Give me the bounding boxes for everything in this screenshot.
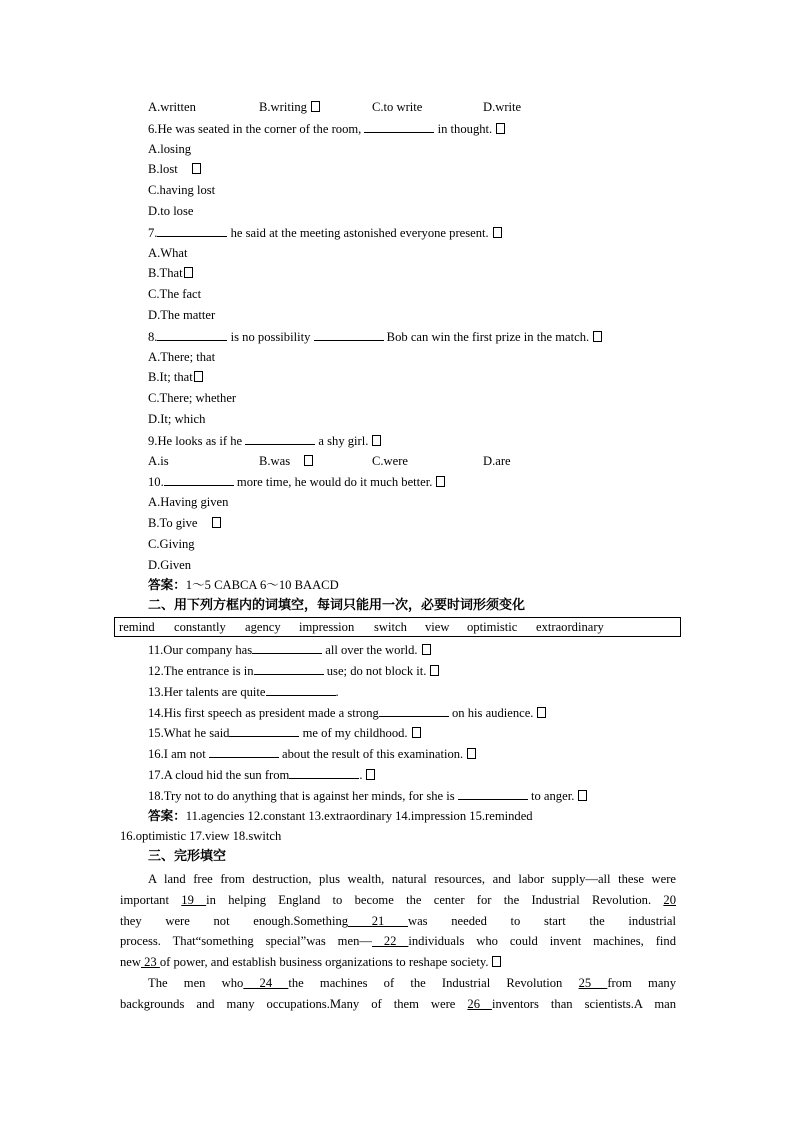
answer-key-2-cont: 16.optimistic 17.view 18.switch xyxy=(120,829,282,843)
answer-blank xyxy=(209,745,279,758)
blank-number: 22 xyxy=(371,934,409,949)
question-18: 18.Try not to do anything that is against her minds, for she is to anger. xyxy=(148,787,587,804)
checkbox-icon xyxy=(578,790,587,801)
answer-blank xyxy=(157,224,227,237)
q6-option-d: D.to lose xyxy=(148,204,194,218)
word-bank-item: switch xyxy=(374,620,407,634)
q7-option-c: C.The fact xyxy=(148,287,202,301)
passage-line: The men who 24 the machines of the Industrial Revolution 25 from many xyxy=(148,975,677,990)
q10-option-a: A.Having given xyxy=(148,495,229,509)
word-bank-item: extraordinary xyxy=(536,620,604,634)
question-13: 13.Her talents are quite . xyxy=(148,685,339,699)
word-bank-item: impression xyxy=(299,620,355,634)
checkbox-icon xyxy=(311,101,320,112)
checkbox-icon xyxy=(467,748,476,759)
passage-line: A land free from destruction, plus wealth, natural resources, and labor supply—all these were xyxy=(148,872,676,886)
answer-blank xyxy=(164,473,234,486)
checkbox-icon xyxy=(493,227,502,238)
answer-blank xyxy=(252,641,322,654)
blank-number: 26 xyxy=(467,996,493,1011)
word-bank-item: remind xyxy=(119,620,155,634)
section-2-title: 二、用下列方框内的词填空，每词只能用一次，必要时词形须变化 xyxy=(148,598,526,613)
question-6: 6.He was seated in the corner of the room, in thought. xyxy=(148,120,505,137)
question-15: 15.What he said me of my childhood. xyxy=(148,724,421,741)
answer-blank xyxy=(229,724,299,737)
question-9: 9.He looks as if he a shy girl. xyxy=(148,432,381,449)
q10-option-b: B.To give xyxy=(148,515,221,531)
passage-line: important 19 in helping England to become the center for the Industrial Revolution. 20 xyxy=(120,892,676,907)
answer-blank xyxy=(379,704,449,717)
q7-option-a: A.What xyxy=(148,246,188,260)
word-bank-item: optimistic xyxy=(467,620,518,634)
question-17: 17.A cloud hid the sun from . xyxy=(148,766,375,783)
q5-option-d: D.write xyxy=(483,100,522,114)
blank-number: 20 xyxy=(663,892,676,907)
q6-option-c: C.having lost xyxy=(148,183,216,197)
checkbox-icon xyxy=(212,517,221,528)
checkbox-icon xyxy=(422,644,431,655)
section-3-title: 三、完形填空 xyxy=(148,849,227,864)
checkbox-icon xyxy=(492,956,501,967)
blank-number: 24 xyxy=(243,975,289,990)
blank-number: 21 xyxy=(348,913,408,928)
answer-blank xyxy=(266,683,336,696)
passage-line: new 23 of power, and establish business organizations to reshape society. xyxy=(120,952,676,973)
q10-option-c: C.Giving xyxy=(148,537,195,551)
blank-number: 19 xyxy=(181,892,207,907)
q8-option-c: C.There; whether xyxy=(148,391,237,405)
answer-blank xyxy=(289,766,359,779)
checkbox-icon xyxy=(194,371,203,382)
word-bank-box xyxy=(114,617,681,637)
answer-blank xyxy=(157,328,227,341)
question-10: 10. more time, he would do it much better. xyxy=(148,473,445,490)
q10-option-d: D.Given xyxy=(148,558,192,572)
checkbox-icon xyxy=(184,267,193,278)
answer-key-1: 答案：1～5 CABCA 6～10 BAACD xyxy=(148,578,339,592)
answer-blank xyxy=(364,120,434,133)
checkbox-icon xyxy=(430,665,439,676)
q6-option-b: B.lost xyxy=(148,161,201,177)
checkbox-icon xyxy=(372,435,381,446)
question-8: 8. is no possibility Bob can win the first prize in the match. xyxy=(148,328,602,345)
word-bank-item: constantly xyxy=(174,620,226,634)
question-12: 12.The entrance is in use; do not block it. xyxy=(148,662,439,679)
q5-option-c: C.to write xyxy=(372,100,423,114)
q5-option-b: B.writing xyxy=(259,99,320,115)
q7-option-d: D.The matter xyxy=(148,308,216,322)
passage-line: backgrounds and many occupations.Many of them were 26 inventors than scientists.A man xyxy=(120,996,676,1011)
q9-option-a: A.is xyxy=(148,454,169,468)
checkbox-icon xyxy=(537,707,546,718)
checkbox-icon xyxy=(304,455,313,466)
answer-blank xyxy=(254,662,324,675)
q9-option-d: D.are xyxy=(483,454,511,468)
answer-blank xyxy=(314,328,384,341)
word-bank-item: view xyxy=(425,620,450,634)
answer-key-2: 答案：11.agencies 12.constant 13.extraordinary 14.impression 15.reminded xyxy=(148,809,533,823)
question-7: 7. he said at the meeting astonished everyone present. xyxy=(148,224,502,241)
q9-option-c: C.were xyxy=(372,454,409,468)
checkbox-icon xyxy=(366,769,375,780)
checkbox-icon xyxy=(593,331,602,342)
checkbox-icon xyxy=(436,476,445,487)
checkbox-icon xyxy=(192,163,201,174)
answer-blank xyxy=(458,787,528,800)
q8-option-a: A.There; that xyxy=(148,350,216,364)
q5-option-a: A.written xyxy=(148,100,196,114)
passage-line: process. That“something special”was men— 22 individuals who could invent machines, find xyxy=(120,934,677,949)
question-16: 16.I am not about the result of this examination. xyxy=(148,745,476,762)
question-14: 14.His first speech as president made a strong on his audience. xyxy=(148,704,546,721)
checkbox-icon xyxy=(412,727,421,738)
question-11: 11.Our company has all over the world. xyxy=(148,641,431,658)
passage-line: they were not enough.Something 21 was needed to start the industrial xyxy=(120,913,676,928)
blank-number: 25 xyxy=(578,975,608,990)
q6-option-a: A.losing xyxy=(148,142,192,156)
q7-option-b: B.That xyxy=(148,265,193,281)
q9-option-b: B.was xyxy=(259,453,313,469)
q8-option-b: B.It; that xyxy=(148,369,203,385)
word-bank-item: agency xyxy=(245,620,281,634)
checkbox-icon xyxy=(496,123,505,134)
cloze-passage xyxy=(120,869,676,1015)
q8-option-d: D.It; which xyxy=(148,412,206,426)
answer-blank xyxy=(245,432,315,445)
blank-number: 23 xyxy=(140,955,160,970)
